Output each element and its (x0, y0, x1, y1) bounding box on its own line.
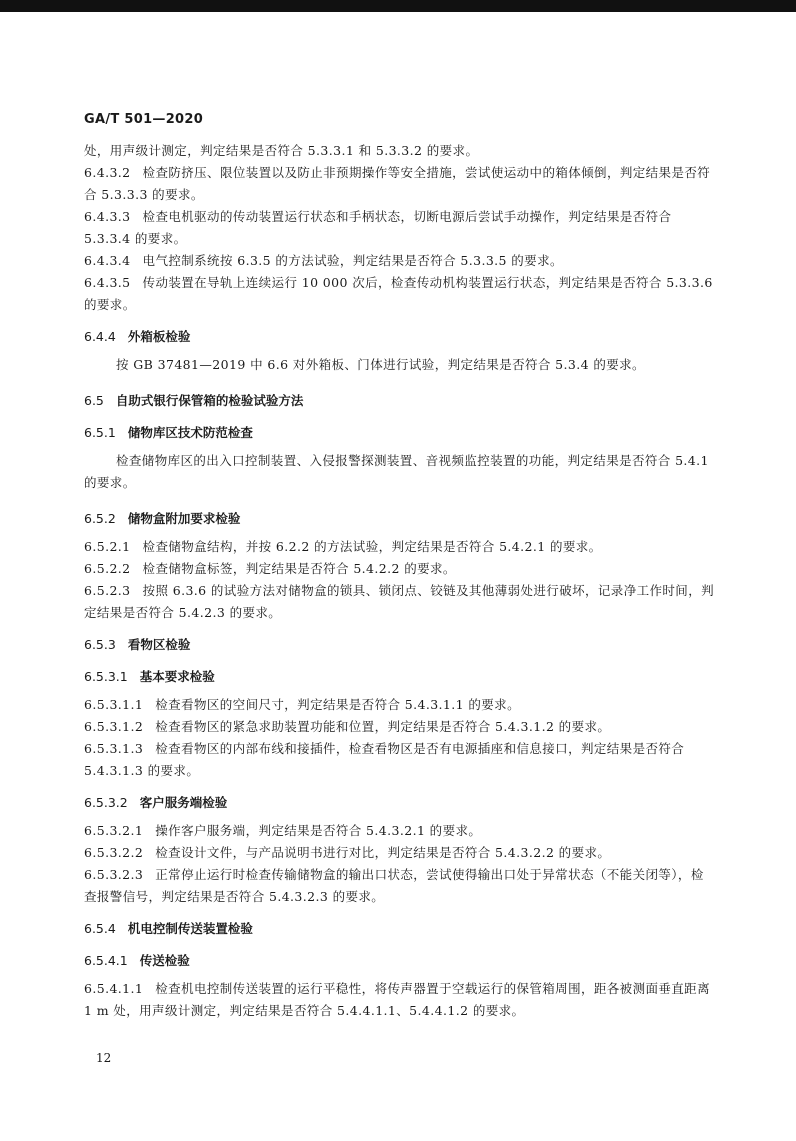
body-paragraph (84, 864, 714, 908)
clause-text: 按照 6.3.6 的试验方法对储物盒的锁具、锁闭点、铰链及其他薄弱处进行破坏，记录净工作时间，判定结果是否符合 5.4.2.3 的要求。 (84, 583, 715, 620)
section-heading (84, 508, 714, 530)
clause-text: 检查看物区的空间尺寸，判定结果是否符合 5.4.3.1.1 的要求。 (155, 697, 520, 712)
clause-number: 6.5.2.2 (84, 561, 131, 576)
document-body (84, 140, 714, 1022)
clause-text: 操作客户服务端，判定结果是否符合 5.4.3.2.1 的要求。 (155, 823, 482, 838)
body-paragraph (84, 558, 714, 580)
section-title: 外箱板检验 (127, 329, 191, 344)
section-number: 6.5.3 (84, 637, 116, 652)
clause-text: 检查机电控制传送装置的运行平稳性，将传声器置于空载运行的保管箱周围，距各被测面垂直距离 1 m 处，用声级计测定，判定结果是否符合 5.4.4.1.1、5.4.4.1.2 的要求。 (84, 981, 710, 1018)
section-title: 储物库区技术防范检查 (127, 425, 253, 440)
body-paragraph (84, 716, 714, 738)
section-heading (84, 634, 714, 656)
clause-text: 检查储物盒结构，并按 6.2.2 的方法试验，判定结果是否符合 5.4.2.1 的要求。 (142, 539, 602, 554)
scan-top-border (0, 0, 796, 12)
body-paragraph (84, 842, 714, 864)
clause-text: 检查储物库区的出入口控制装置、入侵报警探测装置、音视频监控装置的功能，判定结果是否符合 5.4.1 的要求。 (84, 453, 709, 490)
clause-text: 处，用声级计测定，判定结果是否符合 5.3.3.1 和 5.3.3.2 的要求。 (84, 143, 479, 158)
clause-number: 6.5.2.1 (84, 539, 131, 554)
section-number: 6.5.4.1 (84, 953, 128, 968)
clause-number: 6.5.3.2.1 (84, 823, 144, 838)
section-number: 6.5.2 (84, 511, 116, 526)
body-paragraph (84, 978, 714, 1022)
section-title: 客户服务端检验 (139, 795, 228, 810)
section-number: 6.5.3.1 (84, 669, 128, 684)
section-heading (84, 918, 714, 940)
clause-number: 6.5.3.1.3 (84, 741, 144, 756)
clause-number: 6.4.3.2 (84, 165, 131, 180)
clause-text: 检查设计文件，与产品说明书进行对比，判定结果是否符合 5.4.3.2.2 的要求。 (155, 845, 611, 860)
section-number: 6.5.3.2 (84, 795, 128, 810)
clause-text: 检查看物区的内部布线和接插件，检查看物区是否有电源插座和信息接口，判定结果是否符合 5.4.3.1.3 的要求。 (84, 741, 685, 778)
section-heading (84, 422, 714, 444)
body-paragraph (84, 820, 714, 842)
section-title: 看物区检验 (127, 637, 191, 652)
section-title: 自助式银行保管箱的检验试验方法 (115, 393, 304, 408)
clause-number: 6.4.3.4 (84, 253, 131, 268)
section-number: 6.5.4 (84, 921, 116, 936)
section-heading (84, 326, 714, 348)
clause-text: 电气控制系统按 6.3.5 的方法试验，判定结果是否符合 5.3.3.5 的要求。 (142, 253, 563, 268)
section-number: 6.5.1 (84, 425, 116, 440)
clause-text: 检查防挤压、限位装置以及防止非预期操作等安全措施，尝试使运动中的箱体倾倒，判定结果是否符合 5.3.3.3 的要求。 (84, 165, 711, 202)
body-paragraph (84, 250, 714, 272)
body-paragraph (84, 580, 714, 624)
body-paragraph (84, 162, 714, 206)
body-paragraph (84, 536, 714, 558)
body-paragraph (84, 694, 714, 716)
section-heading (84, 950, 714, 972)
body-paragraph (84, 738, 714, 782)
section-title: 储物盒附加要求检验 (127, 511, 241, 526)
section-title: 传送检验 (139, 953, 190, 968)
clause-number: 6.4.3.5 (84, 275, 131, 290)
body-paragraph (84, 272, 714, 316)
clause-text: 按 GB 37481—2019 中 6.6 对外箱板、门体进行试验，判定结果是否符合 5.3.4 的要求。 (116, 357, 645, 372)
body-paragraph (84, 140, 714, 162)
body-paragraph (84, 450, 714, 494)
clause-number: 6.5.2.3 (84, 583, 131, 598)
clause-number: 6.4.3.3 (84, 209, 131, 224)
clause-text: 检查储物盒标签，判定结果是否符合 5.4.2.2 的要求。 (142, 561, 456, 576)
clause-text: 检查看物区的紧急求助装置功能和位置，判定结果是否符合 5.4.3.1.2 的要求。 (155, 719, 611, 734)
section-heading (84, 792, 714, 814)
body-paragraph (84, 354, 714, 376)
clause-text: 正常停止运行时检查传输储物盒的输出口状态，尝试使得输出口处于异常状态（不能关闭等），检查报警信号，判定结果是否符合 5.4.3.2.3 的要求。 (84, 867, 704, 904)
clause-number: 6.5.3.2.3 (84, 867, 144, 882)
section-title: 基本要求检验 (139, 669, 215, 684)
document-header: GA/T 501—2020 (84, 112, 204, 127)
section-title: 机电控制传送装置检验 (127, 921, 253, 936)
clause-number: 6.5.3.2.2 (84, 845, 144, 860)
section-number: 6.5 (84, 393, 104, 408)
clause-text: 传动装置在导轨上连续运行 10 000 次后，检查传动机构装置运行状态，判定结果是否符合 5.3.3.6 的要求。 (84, 275, 713, 312)
section-heading (84, 390, 714, 412)
section-number: 6.4.4 (84, 329, 116, 344)
page-number: 12 (96, 1051, 112, 1065)
clause-number: 6.5.3.1.2 (84, 719, 144, 734)
body-paragraph (84, 206, 714, 250)
section-heading (84, 666, 714, 688)
clause-text: 检查电机驱动的传动装置运行状态和手柄状态，切断电源后尝试手动操作，判定结果是否符合 5.3.3.4 的要求。 (84, 209, 672, 246)
clause-number: 6.5.3.1.1 (84, 697, 144, 712)
clause-number: 6.5.4.1.1 (84, 981, 144, 996)
